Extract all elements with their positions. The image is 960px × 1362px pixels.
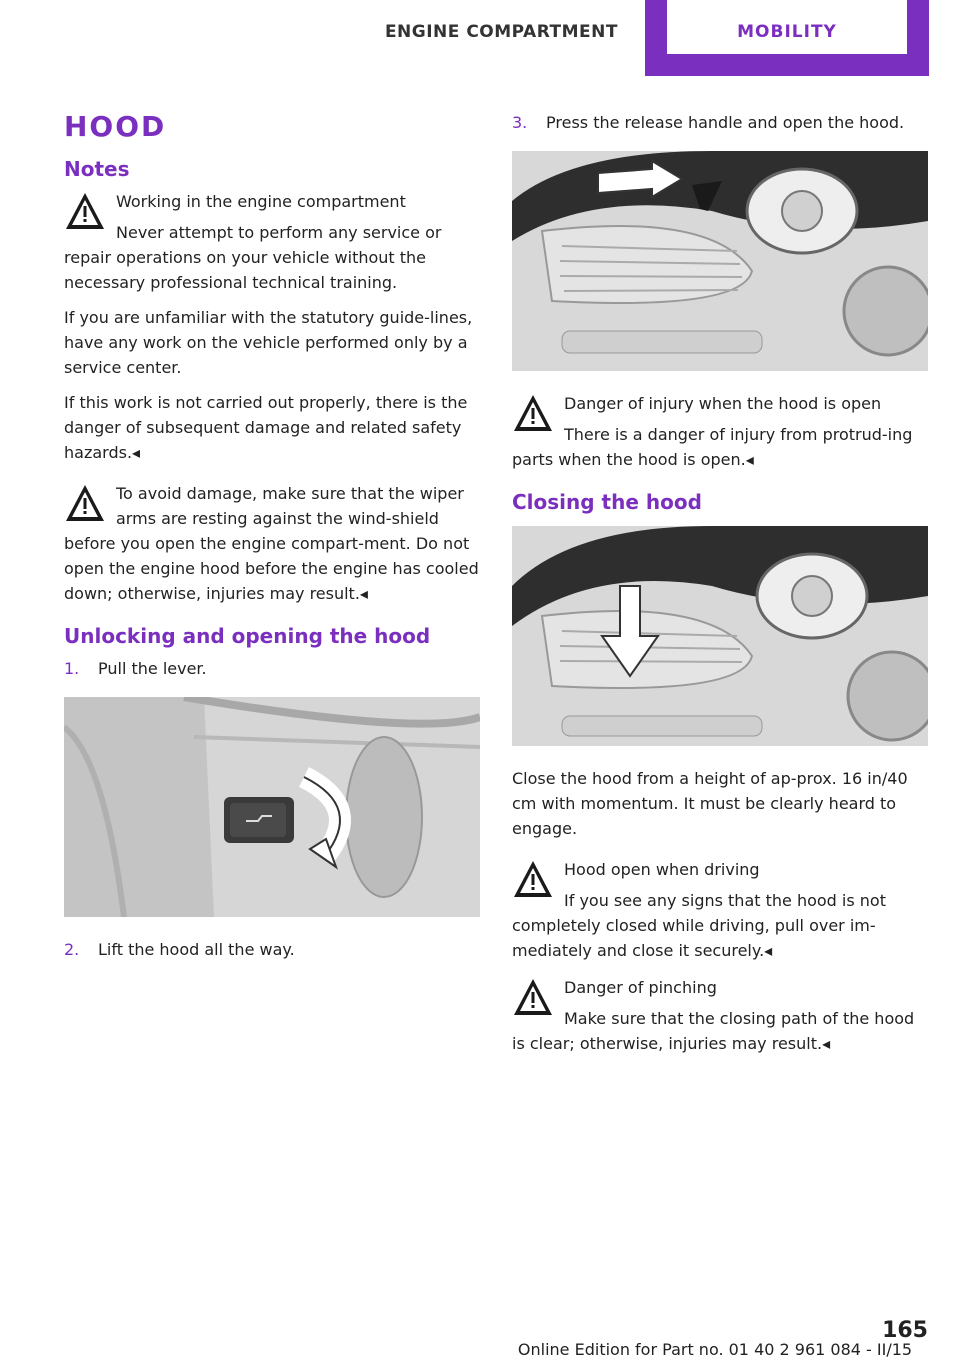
warning-title: Danger of injury when the hood is open (564, 394, 882, 413)
header-section-title: ENGINE COMPARTMENT (384, 22, 618, 42)
warning-title: Working in the engine compartment (116, 192, 406, 211)
step-number: 3. (512, 113, 528, 132)
paragraph: If you are unfamiliar with the statutory guide-lines, have any work on the vehicle performed only by a service center. (64, 308, 473, 377)
hood-closing-image (512, 526, 928, 746)
lever-illustration (64, 697, 480, 917)
step-text: Press the release handle and open the hood. (546, 113, 905, 132)
step-text: Lift the hood all the way. (98, 940, 295, 959)
right-column (512, 110, 928, 1066)
paragraph: If this work is not carried out properly, there is the danger of subsequent damage and related safety hazards.◂ (64, 393, 468, 462)
warning-block (64, 481, 480, 606)
list-item (64, 937, 480, 962)
step-number: 2. (64, 940, 80, 959)
warning-text: Make sure that the closing path of the hood is clear; otherwise, injuries may result.◂ (512, 1009, 915, 1053)
paragraph: Close the hood from a height of ap-prox. 16 in/40 cm with momentum. It must be clearly heard to engage. (512, 769, 908, 838)
header-tab (645, 0, 929, 76)
warning-triangle-icon (64, 191, 106, 231)
warning-block (64, 189, 480, 295)
step-number: 1. (64, 659, 80, 678)
warning-triangle-icon (64, 483, 106, 523)
page-number: 165 (882, 1318, 928, 1343)
warning-title: Hood open when driving (564, 860, 760, 879)
header-tab-label: MOBILITY (667, 0, 907, 54)
hood-release-image (512, 151, 928, 371)
closing-heading: Closing the hood (512, 490, 702, 514)
warning-triangle-icon (512, 859, 554, 899)
hood-closing-illustration (512, 526, 928, 746)
hood-lever-image (64, 697, 480, 917)
warning-block (512, 391, 928, 472)
edition-note: Online Edition for Part no. 01 40 2 961 084 - II/15 (517, 1340, 913, 1359)
warning-block (512, 975, 928, 1056)
list-item (512, 110, 928, 135)
step-text: Pull the lever. (98, 659, 207, 678)
warning-text: Never attempt to perform any service or repair operations on your vehicle without the necessary professional technical training. (64, 223, 442, 292)
left-column (64, 110, 480, 974)
hood-release-illustration (512, 151, 928, 371)
unlock-heading: Unlocking and opening the hood (64, 624, 431, 648)
warning-block (512, 857, 928, 963)
list-item (64, 656, 480, 681)
notes-heading: Notes (64, 157, 130, 181)
warning-triangle-icon (512, 977, 554, 1017)
warning-text: There is a danger of injury from protrud-ing parts when the hood is open.◂ (512, 425, 913, 469)
warning-text: To avoid damage, make sure that the wiper arms are resting against the wind-shield before you open the engine compart-ment. Do not open the engine hood before the engine has cooled down; otherwise, injuries may result.◂ (64, 484, 479, 603)
page-title: HOOD (64, 110, 167, 143)
warning-title: Danger of pinching (564, 978, 717, 997)
warning-triangle-icon (512, 393, 554, 433)
warning-text: If you see any signs that the hood is not completely closed while driving, pull over im-mediately and close it securely.◂ (512, 891, 886, 960)
